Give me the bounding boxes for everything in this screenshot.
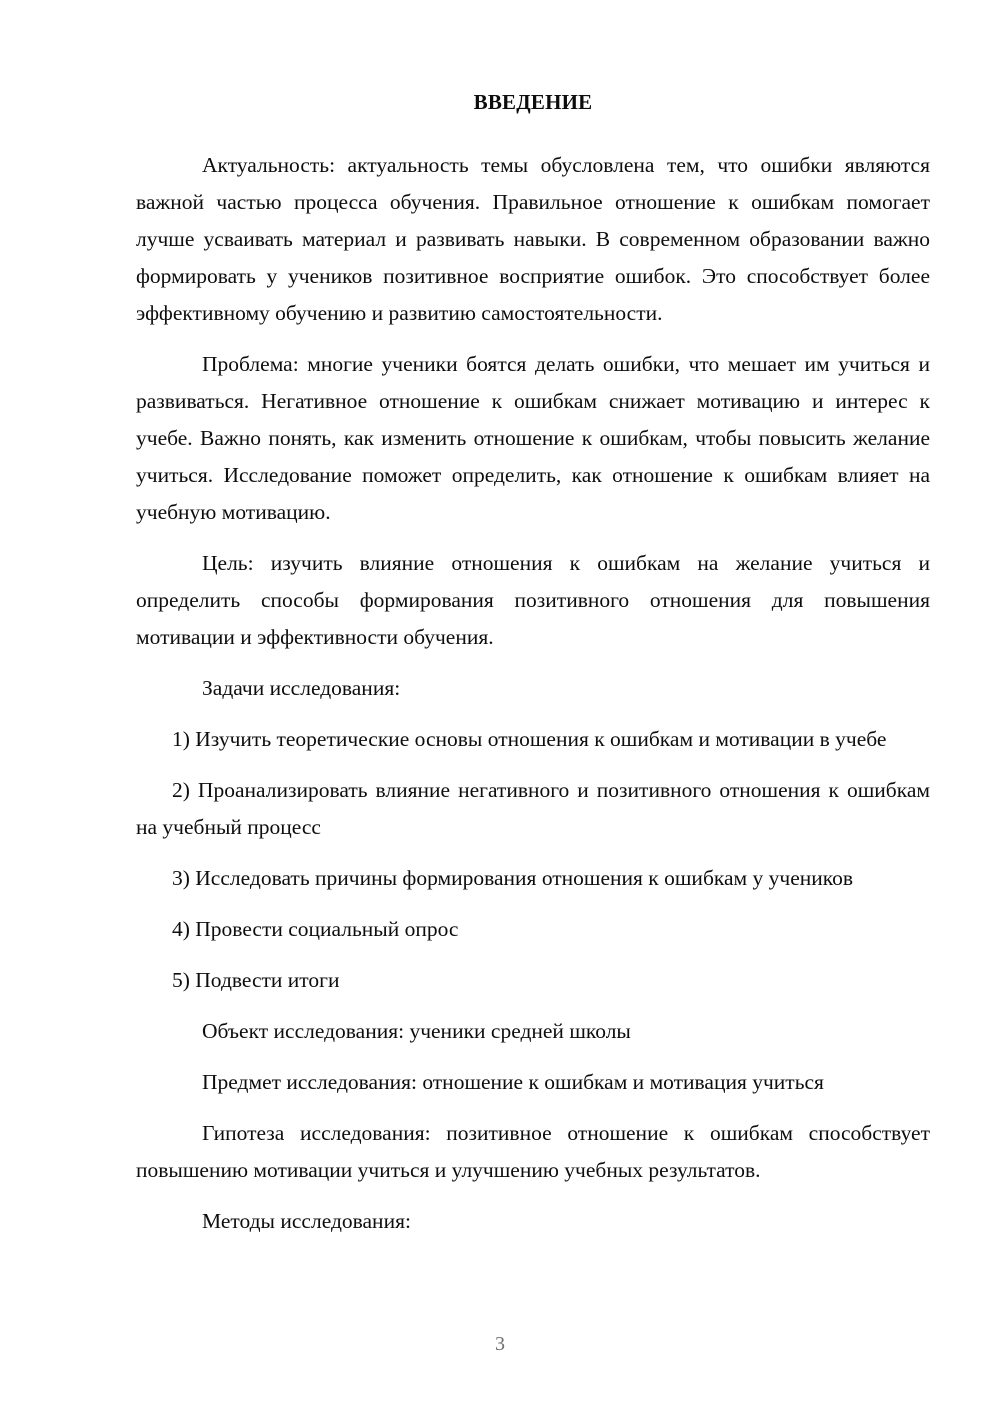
- task-item-5: 5) Подвести итоги: [172, 968, 340, 992]
- page-title: ВВЕДЕНИЕ: [473, 90, 593, 114]
- paragraph-subject: Предмет исследования: отношение к ошибкам и мотивация учиться: [202, 1070, 824, 1094]
- paragraph-goal: Цель: изучить влияние отношения к ошибкам на желание учиться и определить способы формирования позитивного отношения для повышения мотивации и эффективности обучения.: [136, 551, 930, 649]
- paragraph-problem: Проблема: многие ученики боятся делать ошибки, что мешает им учиться и развиваться. Негативное отношение к ошибкам снижает мотивацию и интерес к учебе. Важно понять, как изменить отношение к ошибкам, чтобы повысить желание учиться. Исследование поможет определить, как отношение к ошибкам влияет на учебную мотивацию.: [136, 352, 930, 524]
- heading-tasks: Задачи исследования:: [202, 676, 401, 700]
- paragraph-object: Объект исследования: ученики средней школы: [202, 1019, 631, 1043]
- document-body: [136, 84, 930, 1254]
- heading-methods: Методы исследования:: [202, 1209, 411, 1233]
- paragraph-relevance: Актуальность: актуальность темы обусловлена тем, что ошибки являются важной частью процесса обучения. Правильное отношение к ошибкам помогает лучше усваивать материал и развивать навыки. В современном образовании важно формировать у учеников позитивное восприятие ошибок. Это способствует более эффективному обучению и развитию самостоятельности.: [136, 153, 930, 325]
- task-item-1: 1) Изучить теоретические основы отношения к ошибкам и мотивации в учебе: [172, 727, 887, 751]
- task-item-3: 3) Исследовать причины формирования отношения к ошибкам у учеников: [172, 866, 854, 890]
- paragraph-hypothesis: Гипотеза исследования: позитивное отношение к ошибкам способствует повышению мотивации учиться и улучшению учебных результатов.: [136, 1121, 930, 1182]
- page-number: 3: [495, 1333, 505, 1355]
- task-item-4: 4) Провести социальный опрос: [172, 917, 459, 941]
- task-item-2: 2) Проанализировать влияние негативного и позитивного отношения к ошибкам на учебный процесс: [136, 778, 930, 839]
